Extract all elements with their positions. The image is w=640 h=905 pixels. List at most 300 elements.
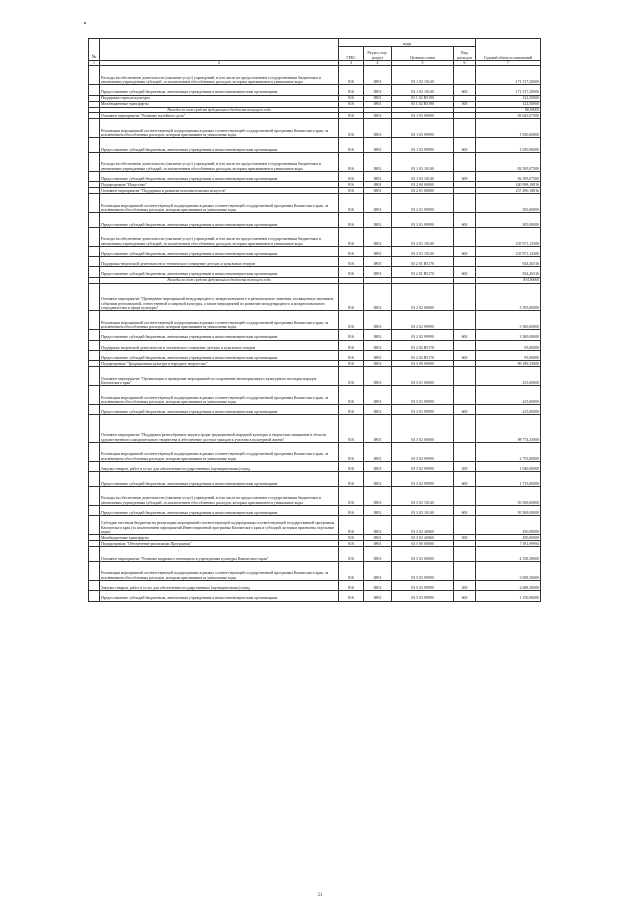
- row-number-cell: [89, 561, 100, 580]
- cell-grbs: 816: [339, 138, 364, 153]
- cell-sum: 3 300,00000: [476, 311, 541, 330]
- cell-rz: 0801: [364, 386, 392, 405]
- cell-sum: 171 517,20000: [476, 66, 541, 85]
- cell-cs: 03 2 02 00000: [392, 283, 454, 311]
- row-number-cell: [89, 367, 100, 386]
- table-row: [89, 283, 541, 311]
- cell-grbs: 816: [339, 415, 364, 443]
- cell-sum: 924,26316: [476, 257, 541, 267]
- cell-cs: 03 3 00 00000: [392, 361, 454, 367]
- cell-vr: 600: [454, 506, 476, 516]
- row-number-cell: [89, 340, 100, 350]
- row-number-cell: [89, 386, 100, 405]
- cell-name: Расходы за счет средств федерального бюджета текущего года: [100, 277, 339, 283]
- cell-vr: [454, 153, 476, 172]
- cell-vr: 600: [454, 85, 476, 95]
- cell-vr: 600: [454, 213, 476, 228]
- cell-cs: 03 1 03 10140: [392, 172, 454, 182]
- cell-sum: 4 338,30000: [476, 547, 541, 562]
- row-number-cell: [89, 138, 100, 153]
- cell-grbs: 816: [339, 283, 364, 311]
- header-target-article: Целевая статья: [392, 47, 454, 61]
- row-number-cell: [89, 443, 100, 462]
- table-row: [89, 386, 541, 405]
- cell-name: Предоставление субсидий бюджетным, автономным учреждениям и иным некоммерческим организациям: [100, 405, 339, 415]
- cell-sum: 505,00000: [476, 194, 541, 213]
- header-sum: Годовой объем ассигнований: [476, 39, 541, 61]
- cell-sum: 95 569,00000: [476, 487, 541, 506]
- row-number-cell: [89, 283, 100, 311]
- cell-vr: [454, 367, 476, 386]
- cell-name: Предоставление субсидий бюджетным, автономным учреждениям и иным некоммерческим организациям: [100, 472, 339, 487]
- row-number-cell: [89, 350, 100, 360]
- cell-cs: 03 1 03 09990: [392, 138, 454, 153]
- table-row: [89, 172, 541, 182]
- row-number-cell: [89, 580, 100, 590]
- cell-name: Реализация мероприятий соответствующей подпрограммы в рамках соответствующей государственной программы Камчатского края, за исключением обособленных расходов, которым присваиваются уникальные коды: [100, 443, 339, 462]
- cell-grbs: 816: [339, 591, 364, 601]
- cell-grbs: 816: [339, 182, 364, 188]
- cell-cs: 03 3 02 40060: [392, 535, 454, 541]
- row-number-cell: [89, 405, 100, 415]
- cell-sum: 450,00000: [476, 516, 541, 535]
- cell-cs: 03 3 02 09990: [392, 443, 454, 462]
- cell-cs: 03 2 01 R5170: [392, 267, 454, 277]
- cell-cs: 03 3 02 09990: [392, 462, 454, 472]
- cell-rz: 0801: [364, 591, 392, 601]
- cell-rz: 0801: [364, 443, 392, 462]
- row-number-cell: [89, 487, 100, 506]
- cell-cs: 03 1 02 10140: [392, 66, 454, 85]
- cell-grbs: 816: [339, 188, 364, 194]
- cell-grbs: 816: [339, 443, 364, 462]
- row-number-cell: [89, 85, 100, 95]
- cell-rz: 0801: [364, 194, 392, 213]
- cell-name: Основное мероприятие "Развитие кадрового потенциала в учреждениях культуры Камчатского края": [100, 547, 339, 562]
- cell-name: Расходы на обеспечение деятельности (оказание услуг) учреждений, в том числе на предоставление государственным бюджетным и автономным учреждениям субсидий, за исключением обособленных расходов, которым присваиваются уникальные коды: [100, 227, 339, 246]
- cell-name: Основное мероприятие "Организация и проведение мероприятий по сохранению нематериального культурного наследия народов Камчатского края": [100, 367, 339, 386]
- row-number-cell: [89, 172, 100, 182]
- cell-sum: 83 645,07500: [476, 113, 541, 119]
- cell-name: Подпрограмма "Обеспечение реализации Программы": [100, 541, 339, 547]
- cell-vr: 500: [454, 101, 476, 107]
- cell-vr: [454, 340, 476, 350]
- table-row: [89, 66, 541, 85]
- cell-sum: 82 595,07500: [476, 153, 541, 172]
- cell-vr: [454, 561, 476, 580]
- cell-grbs: 816: [339, 541, 364, 547]
- cell-sum: 98 774,33000: [476, 415, 541, 443]
- cell-sum: 1 150,00000: [476, 591, 541, 601]
- cell-name: Межбюджетные трансферты: [100, 101, 339, 107]
- cell-grbs: 816: [339, 506, 364, 516]
- cell-vr: [454, 443, 476, 462]
- table-row: [89, 561, 541, 580]
- cell-rz: 0801: [364, 367, 392, 386]
- row-number-cell: [89, 506, 100, 516]
- table-row: [89, 443, 541, 462]
- cell-grbs: 816: [339, 257, 364, 267]
- col-number: 5: [392, 61, 454, 66]
- cell-rz: 0801: [364, 95, 392, 101]
- cell-rz: 0801: [364, 340, 392, 350]
- cell-vr: 600: [454, 472, 476, 487]
- table-row: [89, 119, 541, 138]
- cell-name: Закупка товаров, работ и услуг для обеспечения государственных (муниципальных) нужд: [100, 462, 339, 472]
- cell-sum: 95 569,00000: [476, 506, 541, 516]
- cell-name: Предоставление субсидий бюджетным, автономным учреждениям и иным некоммерческим организациям: [100, 138, 339, 153]
- cell-rz: 0801: [364, 561, 392, 580]
- table-row: [89, 547, 541, 562]
- cell-name: Расходы на обеспечение деятельности (оказание услуг) учреждений, в том числе на предоставление государственным бюджетным и автономным учреждениям субсидий, за исключением обособленных расходов, которым присваиваются уникальные коды: [100, 66, 339, 85]
- cell-name: Расходы на обеспечение деятельности (оказание услуг) учреждений, в том числе на предоставление государственным бюджетным и автономным учреждениям субсидий, за исключением обособленных расходов, которым присваиваются уникальные коды: [100, 153, 339, 172]
- cell-vr: [454, 119, 476, 138]
- cell-name: Предоставление субсидий бюджетным, автономным учреждениям и иным некоммерческим организациям: [100, 591, 339, 601]
- cell-name: Поддержка отрасли культуры: [100, 95, 339, 101]
- cell-sum: 122,50000: [476, 101, 541, 107]
- cell-cs: 03 3 02 10140: [392, 487, 454, 506]
- cell-name: Реализация мероприятий соответствующей подпрограммы в рамках соответствующей государственной программы Камчатского края, за исключением обособленных расходов, которым присваиваются уникальные коды: [100, 561, 339, 580]
- cell-name: Предоставление субсидий бюджетным, автономным учреждениям и иным некоммерческим организациям: [100, 246, 339, 256]
- cell-sum: 450,00000: [476, 535, 541, 541]
- col-number: 3: [339, 61, 364, 66]
- cell-rz: 0801: [364, 547, 392, 562]
- cell-name: Основное мероприятие "Поддержка и развитие исполнительских искусств": [100, 188, 339, 194]
- cell-grbs: 816: [339, 361, 364, 367]
- cell-vr: [454, 66, 476, 85]
- cell-cs: 03 1 03 00000: [392, 113, 454, 119]
- cell-sum: 415,00000: [476, 386, 541, 405]
- cell-vr: [454, 415, 476, 443]
- cell-grbs: 816: [339, 516, 364, 535]
- cell-grbs: 816: [339, 172, 364, 182]
- row-number-cell: [89, 257, 100, 267]
- cell-grbs: 816: [339, 267, 364, 277]
- cell-sum: 95,00000: [476, 340, 541, 350]
- header-codes: коды: [339, 39, 476, 47]
- cell-grbs: 816: [339, 367, 364, 386]
- cell-grbs: 816: [339, 213, 364, 228]
- cell-grbs: 816: [339, 227, 364, 246]
- cell-grbs: 816: [339, 350, 364, 360]
- cell-cs: 03 3 02 40060: [392, 516, 454, 535]
- cell-vr: 600: [454, 246, 476, 256]
- row-number-cell: [89, 330, 100, 340]
- cell-sum: 235 971,12500: [476, 227, 541, 246]
- cell-grbs: 816: [339, 66, 364, 85]
- cell-cs: 03 2 02 09990: [392, 330, 454, 340]
- table-row: [89, 257, 541, 267]
- cell-vr: [454, 516, 476, 535]
- cell-rz: 0801: [364, 138, 392, 153]
- cell-sum: 99 189,33000: [476, 361, 541, 367]
- cell-sum: 1 050,00000: [476, 119, 541, 138]
- table-row: [89, 405, 541, 415]
- cell-grbs: 816: [339, 580, 364, 590]
- cell-rz: 0801: [364, 85, 392, 95]
- cell-grbs: 816: [339, 340, 364, 350]
- header-razdel: Раздел, под-раздел: [364, 47, 392, 61]
- cell-rz: 0801: [364, 361, 392, 367]
- table-row: [89, 487, 541, 506]
- cell-grbs: 816: [339, 535, 364, 541]
- table-row: [89, 138, 541, 153]
- table-row: [89, 591, 541, 601]
- cell-sum: 3 838,30000: [476, 561, 541, 580]
- cell-grbs: 816: [339, 561, 364, 580]
- table-row: [89, 506, 541, 516]
- cell-rz: 0801: [364, 172, 392, 182]
- cell-rz: 0801: [364, 257, 392, 267]
- cell-cs: 03 3 02 09990: [392, 472, 454, 487]
- cell-sum: 924,26316: [476, 267, 541, 277]
- cell-cs: 03 1 02 R5190: [392, 101, 454, 107]
- table-row: [89, 462, 541, 472]
- cell-cs: 03 3 01 00000: [392, 367, 454, 386]
- row-number-cell: [89, 591, 100, 601]
- cell-rz: 0801: [364, 267, 392, 277]
- row-number-cell: [89, 472, 100, 487]
- header-name: [100, 39, 339, 61]
- cell-vr: 600: [454, 138, 476, 153]
- cell-sum: 88,90000: [476, 107, 541, 113]
- cell-vr: 600: [454, 350, 476, 360]
- cell-vr: 600: [454, 172, 476, 182]
- cell-vr: 200: [454, 462, 476, 472]
- cell-rz: 0801: [364, 66, 392, 85]
- budget-table: [88, 38, 541, 602]
- cell-sum: 415,00000: [476, 367, 541, 386]
- cell-name: Предоставление субсидий бюджетным, автономным учреждениям и иным некоммерческим организациям: [100, 506, 339, 516]
- cell-vr: [454, 487, 476, 506]
- cell-grbs: 816: [339, 386, 364, 405]
- cell-name: Закупка товаров, работ и услуг для обеспечения государственных (муниципальных) нужд: [100, 580, 339, 590]
- cell-vr: 200: [454, 580, 476, 590]
- cell-rz: 0801: [364, 119, 392, 138]
- table-row: [89, 415, 541, 443]
- cell-sum: 95,00000: [476, 350, 541, 360]
- row-number-cell: [89, 66, 100, 85]
- cell-rz: 0801: [364, 227, 392, 246]
- cell-sum: 415,00000: [476, 405, 541, 415]
- cell-rz: 0801: [364, 330, 392, 340]
- table-body: [89, 66, 541, 601]
- cell-sum: 2 688,30000: [476, 580, 541, 590]
- cell-vr: 600: [454, 330, 476, 340]
- cell-name: Расходы за счет средств федерального бюджета текущего года: [100, 107, 339, 113]
- cell-cs: 03 2 00 00000: [392, 182, 454, 188]
- cell-rz: 0801: [364, 153, 392, 172]
- table-row: [89, 246, 541, 256]
- cell-cs: 03 1 03 09990: [392, 119, 454, 138]
- cell-sum: 171 517,20000: [476, 85, 541, 95]
- cell-vr: [454, 227, 476, 246]
- cell-cs: 03 5 03 09990: [392, 561, 454, 580]
- cell-grbs: 816: [339, 405, 364, 415]
- cell-rz: 0801: [364, 535, 392, 541]
- table-row: [89, 340, 541, 350]
- cell-cs: 03 1 03 10140: [392, 153, 454, 172]
- cell-name: Основное мероприятие "Поддержка разнообразных видов и форм традиционной народной культуры и творческих инициатив в области художественного самодеятельного творчества и обеспечение доступа граждан к участию в культурной жизни": [100, 415, 339, 443]
- cell-rz: 0801: [364, 101, 392, 107]
- cell-cs: 03 2 02 09990: [392, 311, 454, 330]
- cell-cs: 03 1 02 10140: [392, 85, 454, 95]
- cell-grbs: 816: [339, 119, 364, 138]
- col-number: 7: [476, 61, 541, 66]
- cell-vr: [454, 194, 476, 213]
- cell-sum: 3 395,00000: [476, 283, 541, 311]
- cell-name: Предоставление субсидий бюджетным, автономным учреждениям и иным некоммерческим организациям: [100, 330, 339, 340]
- cell-grbs: 816: [339, 246, 364, 256]
- cell-cs: 03 2 01 R5170: [392, 257, 454, 267]
- table-row: [89, 85, 541, 95]
- table-row: [89, 153, 541, 172]
- cell-sum: 2 755,00000: [476, 443, 541, 462]
- cell-name: Подпрограмма "Традиционная культура и народное творчество": [100, 361, 339, 367]
- cell-sum: 834,90000: [476, 277, 541, 283]
- cell-cs: 03 2 01 09990: [392, 213, 454, 228]
- cell-cs: 03 2 01 10140: [392, 246, 454, 256]
- cell-rz: 0801: [364, 350, 392, 360]
- cell-name: Поддержка творческой деятельности и техническое оснащение детских и кукольных театров: [100, 257, 339, 267]
- row-number-cell: [89, 516, 100, 535]
- cell-rz: 0801: [364, 182, 392, 188]
- row-number-cell: [89, 547, 100, 562]
- cell-name: Предоставление субсидий бюджетным, автономным учреждениям и иным некоммерческим организациям: [100, 213, 339, 228]
- table-row: [89, 311, 541, 330]
- cell-sum: 237 490,18816: [476, 188, 541, 194]
- cell-grbs: 816: [339, 85, 364, 95]
- row-number-cell: [89, 462, 100, 472]
- cell-rz: 0801: [364, 541, 392, 547]
- cell-vr: [454, 386, 476, 405]
- table-row: [89, 472, 541, 487]
- cell-name: Субсидии местным бюджетам на реализацию мероприятий соответствующей подпрограммы соответствующей государственной программы Камчатского края (за исключением мероприятий Инвестиционной программы Камчатского края и субсидий, которым присвоены отдельные коды): [100, 516, 339, 535]
- cell-grbs: 816: [339, 487, 364, 506]
- col-number: 6: [454, 61, 476, 66]
- cell-grbs: 816: [339, 194, 364, 213]
- cell-rz: 0801: [364, 188, 392, 194]
- cell-name: Предоставление субсидий бюджетным, автономным учреждениям и иным некоммерческим организациям: [100, 267, 339, 277]
- cell-grbs: 816: [339, 153, 364, 172]
- table-row: [89, 267, 541, 277]
- cell-cs: 03 2 01 00000: [392, 188, 454, 194]
- cell-rz: 0801: [364, 311, 392, 330]
- cell-rz: 0801: [364, 405, 392, 415]
- cell-sum: 82 595,07500: [476, 172, 541, 182]
- row-number-cell: [89, 267, 100, 277]
- cell-sum: 1 050,00000: [476, 138, 541, 153]
- cell-vr: 600: [454, 405, 476, 415]
- cell-rz: 0801: [364, 472, 392, 487]
- header-number: №: [89, 39, 100, 61]
- cell-vr: 600: [454, 267, 476, 277]
- cell-rz: 0801: [364, 580, 392, 590]
- cell-cs: 03 5 03 09990: [392, 580, 454, 590]
- table-row: [89, 213, 541, 228]
- cell-cs: 03 5 03 09990: [392, 591, 454, 601]
- row-number-cell: [89, 415, 100, 443]
- row-number-cell: [89, 153, 100, 172]
- cell-sum: 235 971,12500: [476, 246, 541, 256]
- table-row: [89, 350, 541, 360]
- cell-vr: [454, 311, 476, 330]
- row-number-cell: [89, 119, 100, 138]
- col-number: 1: [89, 61, 100, 66]
- cell-grbs: 816: [339, 547, 364, 562]
- table-row: [89, 330, 541, 340]
- cell-vr: 600: [454, 591, 476, 601]
- row-number-cell: [89, 246, 100, 256]
- cell-cs: 03 5 03 00000: [392, 547, 454, 562]
- cell-vr: [454, 547, 476, 562]
- cell-cs: 03 3 01 09990: [392, 386, 454, 405]
- scan-speck: [84, 22, 86, 24]
- cell-name: Межбюджетные трансферты: [100, 535, 339, 541]
- page-number: 51: [317, 893, 323, 898]
- cell-rz: 0801: [364, 506, 392, 516]
- cell-rz: 0801: [364, 516, 392, 535]
- cell-name: Реализация мероприятий соответствующей подпрограммы в рамках соответствующей государственной программы Камчатского края, за исключением обособленных расходов, которым присваиваются уникальные коды: [100, 311, 339, 330]
- cell-cs: 03 2 02 R5170: [392, 350, 454, 360]
- cell-rz: 0801: [364, 246, 392, 256]
- row-number-cell: [89, 194, 100, 213]
- cell-cs: 03 2 01 10140: [392, 227, 454, 246]
- cell-vr: [454, 257, 476, 267]
- cell-name: Основное мероприятие "Проведение мероприятий международного, межрегионального и регионального значения, посвященных значимым событиям региональной, отечественной и мировой культуры, а также мероприятий по развитию международного и межрегионального сотрудничества в сфере культуры": [100, 283, 339, 311]
- row-number-cell: [89, 227, 100, 246]
- cell-grbs: 816: [339, 462, 364, 472]
- cell-name: Подпрограмма "Искусство": [100, 182, 339, 188]
- cell-sum: 7 581,99984: [476, 541, 541, 547]
- cell-cs: 03 3 02 10140: [392, 506, 454, 516]
- header-expense-type: Вид расходов: [454, 47, 476, 61]
- cell-grbs: 816: [339, 330, 364, 340]
- cell-name: Реализация мероприятий соответствующей подпрограммы в рамках соответствующей государственной программы Камчатского края, за исключением обособленных расходов, которым присваиваются уникальные коды: [100, 119, 339, 138]
- cell-name: Предоставление субсидий бюджетным, автономным учреждениям и иным некоммерческим организациям: [100, 85, 339, 95]
- cell-name: Поддержка творческой деятельности и техническое оснащение детских и кукольных театров: [100, 340, 339, 350]
- col-number: 2: [100, 61, 339, 66]
- cell-rz: 0801: [364, 487, 392, 506]
- cell-name: Предоставление субсидий бюджетным, автономным учреждениям и иным некоммерческим организациям: [100, 350, 339, 360]
- cell-rz: 0801: [364, 415, 392, 443]
- cell-rz: 0801: [364, 462, 392, 472]
- cell-sum: 240 998,18816: [476, 182, 541, 188]
- row-number-cell: [89, 213, 100, 228]
- cell-cs: 03 5 00 00000: [392, 541, 454, 547]
- cell-vr: [454, 283, 476, 311]
- cell-name: Реализация мероприятий соответствующей подпрограммы в рамках соответствующей государственной программы Камчатского края, за исключением обособленных расходов, которым присваиваются уникальные коды: [100, 386, 339, 405]
- cell-cs: 03 2 01 09990: [392, 194, 454, 213]
- cell-name: Расходы на обеспечение деятельности (оказание услуг) учреждений, в том числе на предоставление государственным бюджетным и автономным учреждениям субсидий, за исключением обособленных расходов, которым присваиваются уникальные коды: [100, 487, 339, 506]
- cell-sum: 505,00000: [476, 213, 541, 228]
- cell-grbs: 816: [339, 113, 364, 119]
- cell-cs: 03 1 02 R5190: [392, 95, 454, 101]
- table-row: [89, 227, 541, 246]
- cell-rz: 0801: [364, 283, 392, 311]
- cell-grbs: 816: [339, 101, 364, 107]
- cell-cs: 03 3 01 09990: [392, 405, 454, 415]
- cell-sum: 1 715,00000: [476, 472, 541, 487]
- cell-grbs: 816: [339, 311, 364, 330]
- cell-rz: 0801: [364, 213, 392, 228]
- table-row: [89, 194, 541, 213]
- table-row: [89, 580, 541, 590]
- table-row: [89, 367, 541, 386]
- cell-vr: 500: [454, 535, 476, 541]
- cell-name: Предоставление субсидий бюджетным, автономным учреждениям и иным некоммерческим организациям: [100, 172, 339, 182]
- cell-sum: 3 300,00000: [476, 330, 541, 340]
